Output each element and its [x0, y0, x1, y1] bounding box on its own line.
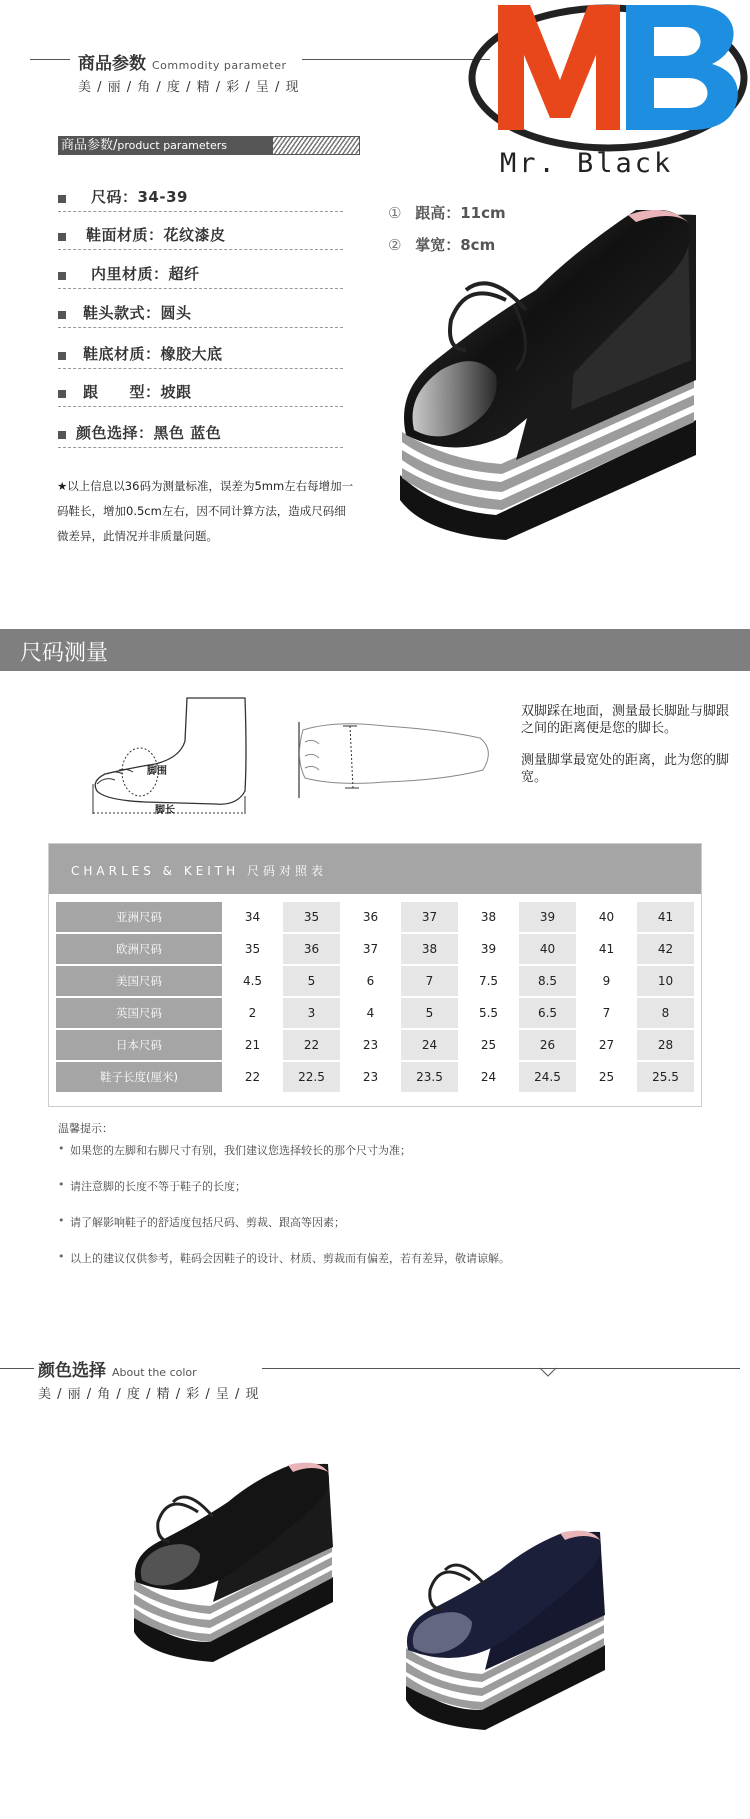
size-chart-cell: 24 — [401, 1030, 458, 1060]
logo-letter-b — [626, 5, 738, 130]
size-chart-cell: 36 — [342, 902, 399, 932]
size-chart-cell: 23 — [342, 1062, 399, 1092]
tip-item: • 以上的建议仅供参考，鞋码会因鞋子的设计、材质、剪裁而有偏差，若有差异，敬请谅解。 — [58, 1250, 698, 1266]
size-chart-cell: 2 — [224, 998, 281, 1028]
size-chart-row — [56, 1030, 694, 1060]
size-chart-cell: 22 — [283, 1030, 340, 1060]
section-title-en: Commodity parameter — [152, 59, 287, 72]
param-row — [58, 339, 343, 369]
size-chart-cell: 23.5 — [401, 1062, 458, 1092]
section-title-cn: 商品参数 — [78, 54, 146, 74]
size-chart-cell: 7 — [578, 998, 635, 1028]
color-section-title-cn: 颜色选择 — [38, 1361, 106, 1381]
size-chart-cell: 39 — [519, 902, 576, 932]
param-row — [58, 418, 343, 448]
param-row — [58, 298, 343, 328]
tips-title: 温馨提示： — [58, 1122, 113, 1135]
param-row-label: 鞋面材质：花纹漆皮 — [86, 226, 226, 244]
section-divider — [0, 1368, 34, 1369]
size-chart-cell: 21 — [224, 1030, 281, 1060]
bullet-square — [58, 195, 66, 203]
color-section-title-en: About the color — [112, 1366, 197, 1379]
param-row-label: 颜色选择：黑色 蓝色 — [76, 424, 222, 442]
section-subtitle: 美 / 丽 / 角 / 度 / 精 / 彩 / 呈 / 现 — [78, 80, 300, 95]
divider-notch-icon — [540, 1367, 556, 1377]
size-chart-cell: 25 — [460, 1030, 517, 1060]
section-divider — [30, 59, 70, 60]
param-row — [58, 220, 343, 250]
params-header-en: product parameters — [117, 139, 227, 152]
bullet-square — [58, 390, 66, 398]
section-title — [78, 49, 287, 74]
tip-item: • 如果您的左脚和右脚尺寸有别，我们建议您选择较长的那个尺寸为准； — [58, 1142, 698, 1158]
params-header-cn: 商品参数/ — [61, 138, 118, 153]
size-chart-cell: 25.5 — [637, 1062, 694, 1092]
size-note: ★以上信息以36码为测量标准，误差为5mm左右每增加一码鞋长，增加0.5cm左右，因不同计算方法，造成尺码细微差异，此情况并非质量问题。 — [57, 479, 354, 543]
size-chart-cell: 4.5 — [224, 966, 281, 996]
size-chart-cell: 38 — [401, 934, 458, 964]
bullet-square — [58, 272, 66, 280]
size-chart-row — [56, 998, 694, 1028]
size-chart-cell: 5 — [401, 998, 458, 1028]
size-chart-cell: 35 — [283, 902, 340, 932]
color-option-blue-shoe — [400, 1530, 615, 1730]
spec-number: ① — [388, 204, 402, 222]
spec-number: ② — [388, 236, 402, 254]
bullet-square — [58, 311, 66, 319]
size-chart-cell: 6.5 — [519, 998, 576, 1028]
size-chart-cell: 27 — [578, 1030, 635, 1060]
size-chart-cell: 36 — [283, 934, 340, 964]
size-chart-cell: 7.5 — [460, 966, 517, 996]
size-chart-cell: 41 — [578, 934, 635, 964]
size-chart-row-label: 英国尺码 — [56, 998, 222, 1028]
size-chart-header — [49, 844, 701, 894]
size-chart-row — [56, 934, 694, 964]
param-row-label: 内里材质：超纤 — [91, 265, 200, 283]
logo-letter-m — [498, 5, 620, 130]
size-chart-cell: 24 — [460, 1062, 517, 1092]
section-divider — [302, 59, 490, 60]
tips-block — [58, 1120, 698, 1284]
param-row-label: 鞋头款式：圆头 — [83, 304, 192, 322]
param-row — [58, 377, 343, 407]
spec-text: 跟高：11cm — [415, 204, 506, 222]
product-shoe-image — [396, 210, 716, 550]
params-header-bar — [58, 136, 360, 155]
color-section-subtitle: 美 / 丽 / 角 / 度 / 精 / 彩 / 呈 / 现 — [38, 1387, 260, 1402]
param-row — [58, 259, 343, 289]
size-chart-row — [56, 966, 694, 996]
param-row-label: 跟 型：坡跟 — [83, 383, 192, 401]
size-chart-row-label: 日本尺码 — [56, 1030, 222, 1060]
foot-girth-label: 脚围 — [147, 766, 167, 777]
size-chart-row-label: 亚洲尺码 — [56, 902, 222, 932]
size-chart-cell: 42 — [637, 934, 694, 964]
size-section-header — [0, 629, 750, 671]
color-option-black-shoe — [128, 1462, 343, 1667]
size-chart-title: CHARLES & KEITH 尺码对照表 — [71, 864, 327, 878]
bullet-square — [58, 352, 66, 360]
measure-instruction-length: 双脚踩在地面，测量最长脚趾与脚跟之间的距离便是您的脚长。 — [521, 704, 730, 736]
params-header-hatch — [273, 137, 359, 154]
size-chart-row-label: 欧洲尺码 — [56, 934, 222, 964]
color-section-title — [38, 1356, 197, 1381]
size-chart-cell: 8.5 — [519, 966, 576, 996]
size-chart-cell: 6 — [342, 966, 399, 996]
size-chart-cell: 25 — [578, 1062, 635, 1092]
param-row-label: 尺码：34-39 — [91, 188, 188, 206]
brand-name: Mr. Black — [500, 148, 674, 179]
spec-text: 掌宽：8cm — [415, 236, 496, 254]
size-chart-table — [54, 900, 696, 1094]
tip-item: • 请注意脚的长度不等于鞋子的长度； — [58, 1178, 698, 1194]
size-chart — [48, 843, 702, 1107]
size-chart-cell: 3 — [283, 998, 340, 1028]
size-chart-row — [56, 1062, 694, 1092]
measure-instruction-width: 测量脚掌最宽处的距离，此为您的脚宽。 — [521, 753, 730, 785]
size-chart-cell: 5 — [283, 966, 340, 996]
size-chart-cell: 35 — [224, 934, 281, 964]
size-chart-cell: 38 — [460, 902, 517, 932]
size-chart-row-label: 美国尺码 — [56, 966, 222, 996]
size-chart-cell: 39 — [460, 934, 517, 964]
bullet-square — [58, 233, 66, 241]
size-chart-cell: 37 — [401, 902, 458, 932]
param-row-label: 鞋底材质：橡胶大底 — [83, 345, 223, 363]
tip-item: • 请了解影响鞋子的舒适度包括尺码、剪裁、跟高等因素； — [58, 1214, 698, 1230]
size-chart-cell: 37 — [342, 934, 399, 964]
size-chart-cell: 9 — [578, 966, 635, 996]
foot-length-label: 脚长 — [155, 805, 175, 816]
params-header-label — [59, 137, 273, 154]
bullet-square — [58, 431, 66, 439]
size-chart-row — [56, 902, 694, 932]
size-chart-cell: 22.5 — [283, 1062, 340, 1092]
size-chart-cell: 24.5 — [519, 1062, 576, 1092]
size-section-title: 尺码测量 — [20, 641, 109, 666]
size-chart-cell: 40 — [519, 934, 576, 964]
section-divider — [262, 1368, 740, 1369]
size-chart-cell: 34 — [224, 902, 281, 932]
param-row — [58, 182, 343, 212]
size-chart-cell: 10 — [637, 966, 694, 996]
size-chart-cell: 23 — [342, 1030, 399, 1060]
size-chart-cell: 26 — [519, 1030, 576, 1060]
size-chart-cell: 41 — [637, 902, 694, 932]
size-chart-cell: 28 — [637, 1030, 694, 1060]
foot-top-diagram — [295, 710, 500, 800]
foot-side-diagram — [85, 696, 260, 826]
size-chart-cell: 5.5 — [460, 998, 517, 1028]
size-chart-row-label: 鞋子长度(厘米) — [56, 1062, 222, 1092]
size-chart-cell: 8 — [637, 998, 694, 1028]
size-chart-cell: 7 — [401, 966, 458, 996]
size-chart-cell: 4 — [342, 998, 399, 1028]
size-chart-cell: 40 — [578, 902, 635, 932]
size-chart-cell: 22 — [224, 1062, 281, 1092]
